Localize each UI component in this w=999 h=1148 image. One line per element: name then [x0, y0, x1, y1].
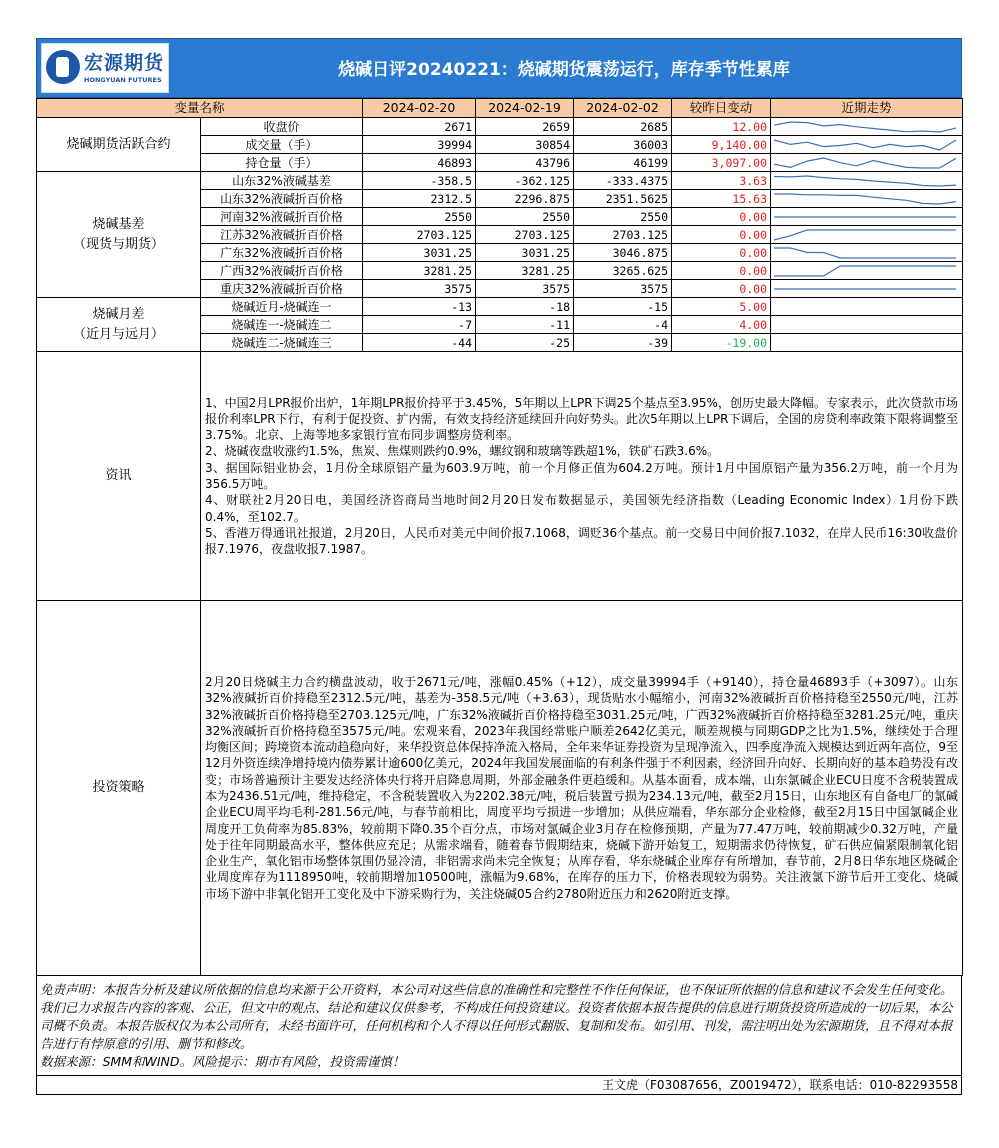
change-value: 9,140.00: [672, 136, 771, 154]
variable-name: 收盘价: [201, 118, 363, 136]
variable-name: 成交量（手）: [201, 136, 363, 154]
sparkline-path: [774, 140, 956, 150]
value-date-3: 2685: [574, 118, 672, 136]
table-row: [37, 118, 963, 136]
value-date-3: 2351.5625: [574, 190, 672, 208]
group-label: [37, 118, 201, 172]
variable-name: 烧碱近月-烧碱连一: [201, 298, 363, 316]
table-header-row: [37, 99, 963, 118]
sparkline-path: [774, 194, 956, 204]
news-row: [37, 352, 963, 601]
company-logo: [41, 43, 169, 93]
change-value: 12.00: [672, 118, 771, 136]
sparkline: [771, 191, 959, 207]
sparkline: [771, 173, 959, 189]
group-label-line: （近月与远月）: [72, 326, 164, 342]
news-item: 1、中国2月LPR报价出炉，1年期LPR报价持平于3.45%，5年期以上LPR下调25个基点至3.95%，创历史最大降幅。专家表示，此次贷款市场报价利率LPR下行，有利于促投资、扩内需，有效支持经济延续回升向好势头。此次5年期以上LPR下调后，全国的房贷利率政策下限将调整至3.75%。北京、上海等地多家银行宣布同步调整房贷利率。: [205, 395, 959, 443]
trend-cell: [771, 154, 963, 172]
value-date-3: -4: [574, 316, 672, 334]
value-date-2: 3281.25: [476, 262, 574, 280]
value-date-2: -362.125: [476, 172, 574, 190]
news-item: 5、香港万得通讯社报道，2月20日，人民币对美元中间价报7.1068，调贬36个基点。前一交易日中间价报7.1032，在岸人民币16:30收盘价报7.1976，夜盘收报7.1987。: [205, 525, 959, 557]
value-date-1: 3281.25: [363, 262, 476, 280]
value-date-3: 2703.125: [574, 226, 672, 244]
sparkline: [771, 155, 959, 171]
group-label-line: 烧碱月差: [92, 306, 145, 322]
logo-text-en: HONGYUAN FUTURES: [84, 76, 162, 84]
change-value: -19.00: [672, 334, 771, 352]
value-date-2: 43796: [476, 154, 574, 172]
disclaimer-text: 免责声明：本报告分析及建议所依据的信息均来源于公开资料，本公司对这些信息的准确性和完整性不作任何保证，也不保证所依据的信息和建议不会发生任何变化。我们已力求报告内容的客观、公正，但文中的观点、结论和建议仅供参考，不构成任何投资建议。投资者依据本报告提供的信息进行期货投资所造成的一切后果，本公司概不负责。本报告版权仅为本公司所有，未经书面许可，任何机构和个人不得以任何形式翻版、复制和发布。如引用、刊发，需注明出处为宏源期货，且不得对本报告进行有悖原意的引用、删节和修改。: [40, 982, 953, 1051]
trend-cell: [771, 226, 963, 244]
trend-cell: [771, 316, 963, 334]
news-content: [201, 352, 963, 601]
value-date-3: 3046.875: [574, 244, 672, 262]
report-title: 烧碱日评20240221：烧碱期货震荡运行，库存季节性累库: [338, 60, 790, 80]
sparkline-path: [774, 266, 956, 276]
value-date-1: 39994: [363, 136, 476, 154]
header-var-name: 变量名称: [37, 99, 363, 118]
variable-name: 重庆32%液碱折百价格: [201, 280, 363, 298]
change-value: 0.00: [672, 208, 771, 226]
header-change: 较昨日变动: [672, 99, 771, 118]
value-date-2: 2296.875: [476, 190, 574, 208]
report-sheet: [36, 38, 962, 1095]
value-date-1: -44: [363, 334, 476, 352]
change-value: 4.00: [672, 316, 771, 334]
value-date-2: -25: [476, 334, 574, 352]
sparkline: [771, 209, 959, 225]
disclaimer: [36, 976, 962, 1076]
value-date-1: -358.5: [363, 172, 476, 190]
value-date-2: 3575: [476, 280, 574, 298]
change-value: 3.63: [672, 172, 771, 190]
trend-cell: [771, 298, 963, 316]
value-date-3: 36003: [574, 136, 672, 154]
group-label: [37, 172, 201, 298]
variable-name: 广西32%液碱折百价格: [201, 262, 363, 280]
value-date-3: -333.4375: [574, 172, 672, 190]
strategy-content: [201, 601, 963, 976]
value-date-3: 3575: [574, 280, 672, 298]
value-date-2: 2550: [476, 208, 574, 226]
value-date-1: 2671: [363, 118, 476, 136]
change-value: 5.00: [672, 298, 771, 316]
strategy-row: [37, 601, 963, 976]
variable-name: 烧碱连二-烧碱连三: [201, 334, 363, 352]
group-label-line: 烧碱基差: [92, 216, 145, 232]
table-body: [37, 118, 963, 352]
sparkline: [771, 263, 959, 279]
title-banner: [36, 38, 962, 98]
trend-cell: [771, 190, 963, 208]
news-item: 3、据国际铝业协会，1月份全球原铝产量为603.9万吨，前一个月修正值为604.2万吨。预计1月中国原铝产量为356.2万吨，前一个月为356.5万吨。: [205, 460, 959, 491]
change-value: 15.63: [672, 190, 771, 208]
group-label-line: 烧碱期货活跃合约: [66, 136, 171, 152]
header-trend: 近期走势: [771, 99, 963, 118]
variable-name: 山东32%液碱基差: [201, 172, 363, 190]
sparkline-path: [774, 230, 956, 240]
change-value: 3,097.00: [672, 154, 771, 172]
value-date-3: 2550: [574, 208, 672, 226]
sparkline-path: [774, 248, 956, 258]
value-date-2: 30854: [476, 136, 574, 154]
trend-cell: [771, 334, 963, 352]
sparkline: [771, 119, 959, 135]
value-date-1: 3031.25: [363, 244, 476, 262]
sparkline-path: [774, 158, 956, 168]
news-label: 资讯: [37, 352, 201, 601]
change-value: 0.00: [672, 226, 771, 244]
value-date-3: 3265.625: [574, 262, 672, 280]
sparkline-path: [774, 122, 956, 132]
sparkline: [771, 245, 959, 261]
header-date-1: 2024-02-20: [363, 99, 476, 118]
value-date-3: -15: [574, 298, 672, 316]
change-value: 0.00: [672, 280, 771, 298]
header-date-2: 2024-02-19: [476, 99, 574, 118]
value-date-1: 2703.125: [363, 226, 476, 244]
group-label: [37, 298, 201, 352]
value-date-1: 46893: [363, 154, 476, 172]
value-date-2: 2703.125: [476, 226, 574, 244]
value-date-1: -7: [363, 316, 476, 334]
group-label-line: （现货与期货）: [72, 236, 164, 252]
table-row: [37, 172, 963, 190]
trend-cell: [771, 118, 963, 136]
change-value: 0.00: [672, 244, 771, 262]
value-date-2: 2659: [476, 118, 574, 136]
news-item: 4、财联社2月20日电，美国经济咨商局当地时间2月20日发布数据显示，美国领先经济指数（Leading Economic Index）1月份下跌0.4%，至102.7。: [205, 493, 959, 524]
strategy-label: 投资策略: [37, 601, 201, 976]
value-date-3: 46199: [574, 154, 672, 172]
trend-cell: [771, 172, 963, 190]
trend-cell: [771, 136, 963, 154]
value-date-3: -39: [574, 334, 672, 352]
analyst-contact: 王文虎（F03087656，Z0019472），联系电话：010-82293558: [36, 1076, 962, 1095]
trend-cell: [771, 262, 963, 280]
trend-cell: [771, 244, 963, 262]
value-date-1: 3575: [363, 280, 476, 298]
variable-name: 持仓量（手）: [201, 154, 363, 172]
logo-text-cn: 宏源期货: [84, 52, 165, 74]
sparkline-path: [774, 176, 956, 186]
sparkline: [771, 137, 959, 153]
change-value: 0.00: [672, 262, 771, 280]
trend-cell: [771, 280, 963, 298]
news-item: 2、烧碱夜盘收涨约1.5%，焦炭、焦煤则跌约0.9%，螺纹钢和玻璃等跌超1%，铁矿石跌3.6%。: [205, 444, 720, 459]
sparkline: [771, 227, 959, 243]
header-date-3: 2024-02-02: [574, 99, 672, 118]
value-date-2: -18: [476, 298, 574, 316]
variable-name: 广东32%液碱折百价格: [201, 244, 363, 262]
sparkline: [771, 281, 959, 297]
value-date-1: 2550: [363, 208, 476, 226]
logo-mark-icon: [46, 50, 80, 84]
value-date-1: 2312.5: [363, 190, 476, 208]
variable-name: 山东32%液碱折百价格: [201, 190, 363, 208]
variable-name: 烧碱连一-烧碱连二: [201, 316, 363, 334]
variable-name: 河南32%液碱折百价格: [201, 208, 363, 226]
table-row: [37, 298, 963, 316]
value-date-2: 3031.25: [476, 244, 574, 262]
variable-name: 江苏32%液碱折百价格: [201, 226, 363, 244]
value-date-2: -11: [476, 316, 574, 334]
data-source: 数据来源：SMM和WIND。风险提示：期市有风险，投资需谨慎！: [40, 1054, 405, 1069]
data-table: [36, 98, 963, 976]
trend-cell: [771, 208, 963, 226]
value-date-1: -13: [363, 298, 476, 316]
strategy-text: 2月20日烧碱主力合约横盘波动，收于2671元/吨，涨幅0.45%（+12），成交量39994手（+9140），持仓量46893手（+3097）。山东32%液碱折百价持稳至2312.5元/吨，基差为-358.5元/吨（+3.63），现货贴水小幅缩小，河南32%液碱折百价格持稳至2550元/吨，江苏32%液碱折百价格持稳至2703.125元/吨，广东32%液碱折百价格持稳至3031.25元/吨，广西32%液碱折百价格持稳至3281.25元/吨，重庆32%液碱折百价格持稳至3575元/吨。宏观来看，2023年我国经常账户顺差2642亿美元，顺差规模与同期GDP之比为1.5%，继续处于合理均衡区间；跨境资本流动趋稳向好，来华投资总体保持净流入格局，全年来华证券投资为呈现净流入，四季度净流入规模达到近两年高位，9至12月外资连续净增持境内债券累计逾600亿美元，2024年我国发展面临的有利条件强于不利因素，经济回升向好、长期向好的基本趋势没有改变；市场普遍预计主要发达经济体央行将开启降息周期，外部金融条件更趋缓和。从基本面看，成本端，山东氯碱企业ECU日度不含税装置成本为2436.51元/吨，维持稳定，不含税装置收入为2202.38元/吨，税后装置亏损为234.13元/吨，截至2月15日，山东地区有自备电厂的氯碱企业ECU周平均毛利-281.56元/吨，与春节前相比，周度平均亏损进一步增加；从供应端看，华东部分企业检修，截至2月15日中国氯碱企业周度开工负荷率为85.83%，较前期下降0.35个百分点，市场对氯碱企业3月存在检修预期，产量为77.47万吨，较前期减少0.32万吨，产量处于往年同期最高水平，整体供应充足；从需求端看，随着春节假期结束，烧碱下游开始复工，短期需求仍待恢复，矿石供应偏紧限制氧化铝企业生产，氧化铝市场整体氛围仍显冷清，非铝需求尚未完全恢复；从库存看，华东烧碱企业库存有所增加，春节前，2月8日华东地区烧碱企业周度库存为1118950吨，较前期增加10500吨，涨幅为9.68%，在库存的压力下，价格表现较为弱势。关注液氯下游节后开工变化、烧碱市场下游中非氧化铝开工变化及中下游采购行为，关注烧碱05合约2780附近压力和2620附近支撑。: [205, 674, 959, 901]
